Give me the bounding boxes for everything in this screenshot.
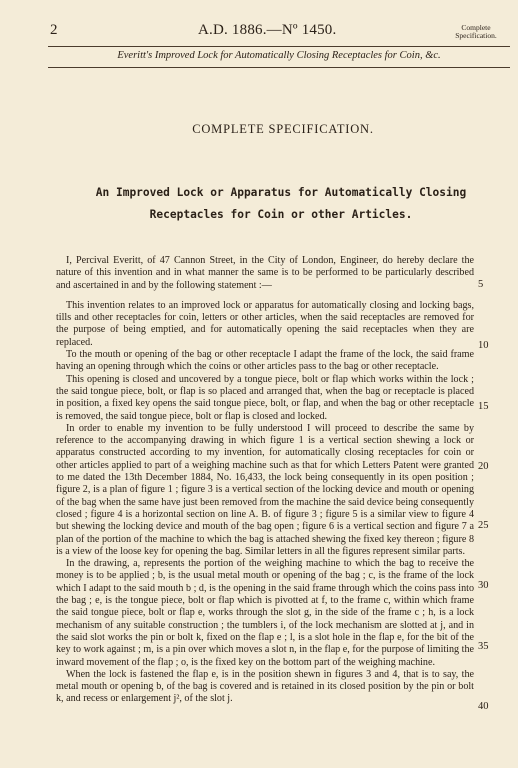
invention-title-line2: Receptacles for Coin or other Articles. <box>149 208 413 221</box>
page-number: 2 <box>50 22 58 38</box>
margin-line-numbers <box>478 0 508 768</box>
line-number: 25 <box>478 520 489 531</box>
paragraph-drawing: In the drawing, a, represents the portion of the weighing machine to which the bag to receive the money is to be applied ; b, is the usual metal mouth or opening of the bag ; c, is the frame of the lock which I adapt to the said mouth b ; d, is the opening in the said frame through which the coins pass into the bag ; e, is the tongue piece, bolt or flap which is pivotted at f, to the frame c, within which frame the said tongue piece, bolt or flap e, works through the slot g, in the side of the frame c ; h, is a lock mechanism of any suitable construction ; the tumblers i, of the lock mechanism are slotted at j, and in the said slot works the pin or bolt k, fixed on the flap e ; l, is a slot hole in the flap e, for the bit of the key to work against ; m, is a pin over which moves a slot n, in the flap e, for the purpose of limiting the inward movement of the flap ; o, is the fixed key on the bottom part of the weighing machine. <box>56 558 474 668</box>
top-rule <box>48 46 510 47</box>
specification-body <box>56 255 474 706</box>
invention-title <box>48 182 514 226</box>
bottom-rule <box>48 67 510 68</box>
spec-heading: COMPLETE SPECIFICATION. <box>192 122 374 136</box>
header-note-line2: Specification. <box>455 31 497 40</box>
paragraph-fastened: When the lock is fastened the flap e, is in the position shewn in figures 3 and 4, that is to say, the metal mouth or opening b, of the bag is covered and is retained in its closed position by the pin or bolt k, and recess or enlargement j², of the slot j. <box>56 668 474 705</box>
line-number: 40 <box>478 701 489 712</box>
paragraph-mouth: To the mouth or opening of the bag or other receptacle I adapt the frame of the lock, the said frame having an opening through which the coins or other articles pass to the bag or other receptacle. <box>56 349 474 373</box>
patent-number-title: A.D. 1886.—Nº 1450. <box>198 22 337 38</box>
line-number: 10 <box>478 340 489 351</box>
line-number: 20 <box>478 461 489 472</box>
header-note-line1: Complete <box>461 23 491 32</box>
paragraph-figures: In order to enable my invention to be fully understood I will proceed to describe the same by reference to the accompanying drawing in which figure 1 is a vertical section shewing a lock or apparatus constructed according to my invention, for automatically closing receptacles for coin or other articles applied to part of a weighing machine such as that for which Letters Patent were granted to me dated the 13th December 1884, No. 16,433, the lock being consequently in its open position ; figure 2, is a plan of figure 1 ; figure 3 is a vertical section of the locking device and mouth or opening of the bag when the same have just been removed from the machine the said device being consequently closed ; figure 4 is a horizontal section on line A. B. of figure 3 ; figure 5 is a similar view to figure 4 but shewing the locking device and mouth of the bag open ; figure 6 is a vertical section and figure 7 a plan of the portion of the machine to which the bag is attached shewing the fixed key thereon ; figure 8 is a view of the loose key for opening the bag. Similar letters in all the figures represent similar parts. <box>56 422 474 557</box>
running-title: Everitt's Improved Lock for Automatically Closing Receptacles for Coin, &c. <box>117 50 441 61</box>
paragraph-declaration: I, Percival Everitt, of 47 Cannon Street, in the City of London, Engineer, do hereby declare the nature of this invention and in what manner the same is to be performed to be particularly described and ascertained in and by the following statement :— <box>56 255 474 291</box>
invention-title-line1: An Improved Lock or Apparatus for Automatically Closing <box>95 186 467 199</box>
line-number: 35 <box>478 641 489 652</box>
line-number: 30 <box>478 580 489 591</box>
line-number: 15 <box>478 401 489 412</box>
paragraph-opening: This opening is closed and uncovered by a tongue piece, bolt or flap which works within the lock ; the said tongue piece, bolt, or flap is so placed and arranged that, when the bag or receptacle is placed in position, a fixed key opens the said tongue piece, bolt, or flap, and when the bag or other receptacle is removed, the said tongue piece, bolt or flap is closed and locked. <box>56 373 474 422</box>
page-header <box>40 22 506 42</box>
line-number: 5 <box>478 279 484 290</box>
paragraph-invention: This invention relates to an improved lock or apparatus for automatically closing and locking bags, tills and other receptacles for coin, letters or other articles, when the said receptacles are removed for the purpose of being emptied, and for automatically opening the said receptacles when they are replaced. <box>56 299 474 348</box>
